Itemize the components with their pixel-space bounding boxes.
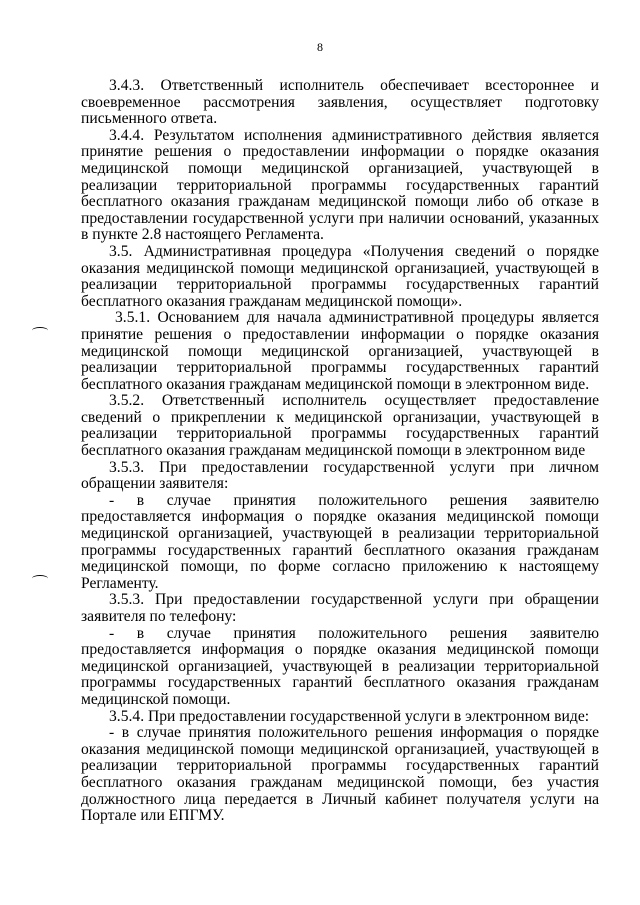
paragraph-3-5-4: 3.5.4. При предоставлении государственной услуги в электронном виде: (109, 707, 590, 725)
page-number: 8 (317, 40, 323, 54)
scan-margin-mark (32, 327, 48, 334)
paragraph-3-4-3: 3.4.3. Ответственный исполнитель обеспечивает всестороннее и своевременное рассмотрения заявления, осуществляет подготовку письменного ответа. (81, 77, 599, 128)
list-item-phone-result: - в случае принятия положительного решения заявителю предоставляется информация о порядке оказания медицинской помощи медицинской организацией, участвующей в реализации территориальной программы государственных гарантий бесплатного оказания гражданам медицинской помощи. (81, 624, 599, 708)
paragraph-3-5-3-personal: 3.5.3. При предоставлении государственной услуги при личном обращении заявителя: (81, 458, 599, 493)
list-item-personal-result: - в случае принятия положительного решения заявителю предоставляется информация о порядке оказания медицинской помощи медицинской организацией, участвующей в реализации территориальной программы государственных гарантий бесплатного оказания гражданам медицинской помощи, по форме согласно приложению к настоящему Регламенту. (81, 491, 599, 592)
paragraph-3-5-1: 3.5.1. Основанием для начала административной процедуры является принятие решения о предоставлении информации о порядке оказания медицинской помощи медицинской организацией, участвующей в реализации территориальной программы государственных гарантий бесплатного оказания гражданам медицинской помощи в электронном виде. (81, 309, 599, 393)
paragraph-3-5: 3.5. Административная процедура «Получения сведений о порядке оказания медицинской помощи медицинской организацией, участвующей в реализации территориальной программы государственных гарантий бесплатного оказания гражданам медицинской помощи». (81, 242, 599, 310)
document-body (81, 78, 599, 825)
paragraph-3-4-4: 3.4.4. Результатом исполнения административного действия является принятие решения о предоставлении информации о порядке оказания медицинской помощи медицинской организацией, участвующей в реализации территориальной программы государственных гарантий бесплатного оказания гражданам медицинской помощи либо об отказе в предоставлении государственной услуги при наличии оснований, указанных в пункте 2.8 настоящего Регламента. (81, 126, 599, 244)
paragraph-3-5-3-phone: 3.5.3. При предоставлении государственной услуги при обращении заявителя по телефону: (81, 591, 599, 625)
scan-margin-mark (32, 575, 48, 582)
list-item-electronic-result: - в случае принятия положительного решения информация о порядке оказания медицинской помощи медицинской организацией, участвующей в реализации территориальной программы государственных гарантий бесплатного оказания гражданам медицинской помощи, без участия должностного лица передается в Личный кабинет получателя услуги на Портале или ЕПГМУ. (81, 724, 599, 825)
paragraph-3-5-2: 3.5.2. Ответственный исполнитель осуществляет предоставление сведений о прикреплении к медицинской организации, участвующей в реализации территориальной программы государственных гарантий бесплатного оказания гражданам медицинской помощи в электронном виде (81, 392, 599, 460)
